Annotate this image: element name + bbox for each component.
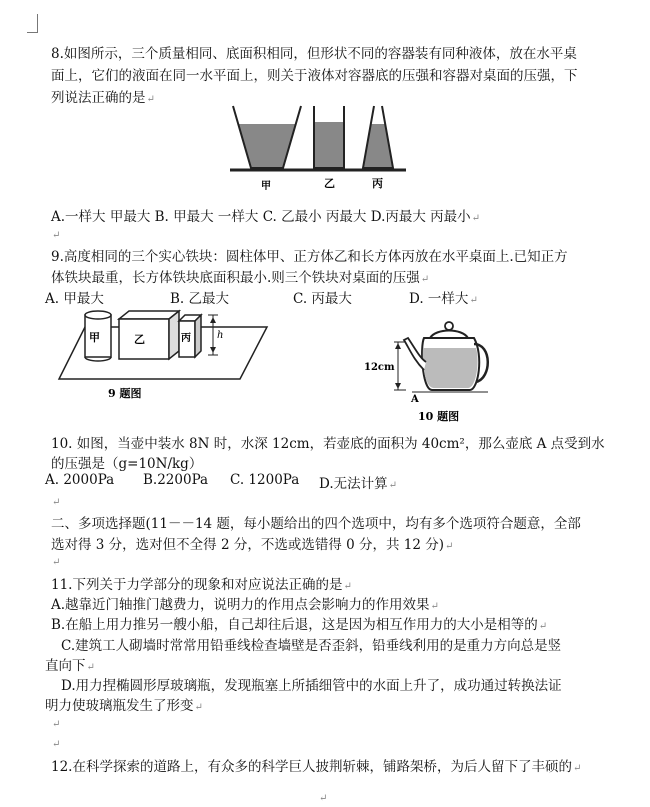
q10-height-label: 12cm [364, 362, 395, 373]
q9-label-h: h [217, 330, 224, 341]
q11-option-d-line-1: D.用力捏椭圆形厚玻璃瓶，发现瓶塞上所插细管中的水面上升了，成功通过转换法证 [61, 678, 562, 694]
q9-line-1: 9.高度相同的三个实心铁块：圆柱体甲、正方体乙和长方体丙放在水平桌面上.已知正方 [51, 249, 568, 265]
page-end-mark: ↵ [319, 793, 328, 804]
q8-label-yi: 乙 [324, 177, 335, 190]
q11-option-c-line-2: 直向下↵ [45, 658, 95, 674]
q10-line-1: 10. 如图，当壶中装水 8N 时，水深 12cm，若壶底的面积为 40cm²，那么壶底 A 点受到水 [51, 436, 605, 452]
q10-option-a: A. 2000Pa [45, 472, 115, 488]
q11-option-b: B.在船上用力推另一艘小船，自己却往后退，这是因为相互作用力的大小是相等的↵ [51, 617, 548, 633]
q8-label-jia: 甲 [261, 181, 271, 192]
q9-option-d: D. 一样大↵ [409, 291, 478, 307]
q11-option-d-line-2: 明力使玻璃瓶发生了形变↵ [45, 698, 203, 714]
q8-line-3: 列说法正确的是↵ [51, 90, 155, 106]
q10-option-d: D.无法计算↵ [319, 476, 398, 492]
q9-option-c: C. 丙最大 [293, 291, 352, 307]
blank-line: ↵ [52, 497, 61, 508]
q10-option-b: B.2200Pa [143, 472, 209, 488]
q11-option-a: A.越靠近门轴推门越费力，说明力的作用点会影响力的作用效果↵ [51, 597, 439, 613]
q10-caption: 10 题图 [418, 410, 460, 423]
q9-option-b: B. 乙最大 [170, 291, 230, 307]
q12-line-1: 12.在科学探索的道路上，有众多的科学巨人披荆斩棘，铺路架桥，为后人留下了丰硕的↵ [51, 759, 582, 775]
section2-line-1: 二、多项选择题(11－－14 题，每小题给出的四个选项中，均有多个选项符合题意，全部 [51, 516, 581, 532]
q9-option-a: A. 甲最大 [45, 291, 104, 307]
q9-iron-blocks-figure [55, 305, 280, 405]
q8-container-figure [228, 104, 408, 196]
q8-line-2: 面上，它们的液面在同一水平面上，则关于液体对容器底的压强和容器对桌面的压强，下 [51, 68, 578, 84]
blank-line: ↵ [52, 557, 61, 568]
q9-caption: 9 题图 [108, 387, 142, 400]
q9-label-jia: 甲 [89, 331, 100, 344]
q10-option-c: C. 1200Pa [230, 472, 300, 488]
blank-line: ↵ [52, 739, 61, 750]
page-corner-mark [27, 14, 38, 33]
q8-label-bing: 丙 [372, 177, 383, 190]
q10-point-a: A [411, 394, 419, 405]
section2-line-2: 选对得 3 分，选对但不全得 2 分，不选或选错得 0 分，共 12 分)↵ [51, 537, 454, 553]
q11-line-1: 11.下列关于力学部分的现象和对应说法正确的是↵ [51, 577, 352, 593]
q8-line-1: 8.如图所示，三个质量相同、底面积相同，但形状不同的容器装有同种液体，放在水平桌 [51, 46, 577, 62]
q8-options: A.一样大 甲最大 B. 甲最大 一样大 C. 乙最小 丙最大 D.丙最大 丙最小↵ [51, 209, 481, 225]
q9-label-yi: 乙 [134, 333, 145, 346]
q9-label-bing: 丙 [181, 333, 191, 344]
q9-line-2: 体铁块最重，长方体铁块底面积最小.则三个铁块对桌面的压强↵ [51, 270, 430, 286]
q11-option-c-line-1: C.建筑工人砌墙时常常用铅垂线检查墙壁是否歪斜，铅垂线利用的是重力方向总是竖 [61, 638, 562, 654]
q10-teapot-figure [362, 316, 492, 428]
blank-line: ↵ [52, 230, 61, 241]
blank-line: ↵ [52, 719, 61, 730]
q10-line-2: 的压强是（g=10N/kg） [51, 456, 203, 472]
